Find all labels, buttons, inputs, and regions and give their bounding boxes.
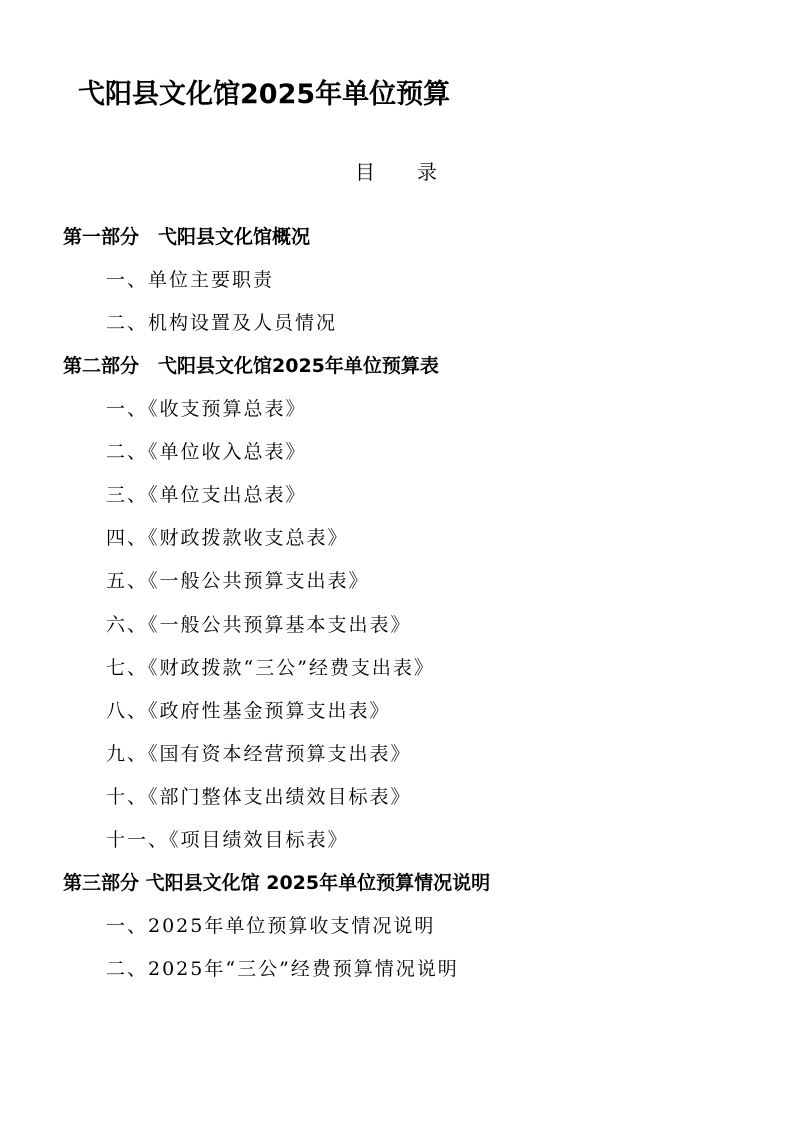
toc-item: 二、2025年“三公”经费预算情况说明	[106, 958, 459, 980]
toc-item: 三、《单位支出总表》	[106, 484, 307, 506]
toc-item: 一、单位主要职责	[106, 269, 275, 291]
toc-item: 八、《政府性基金预算支出表》	[106, 700, 391, 722]
document-title: 弋阳县文化馆2025年单位预算	[78, 79, 451, 110]
toc-item: 六、《一般公共预算基本支出表》	[106, 614, 412, 636]
toc-part-2: 第二部分 弋阳县文化馆2025年单位预算表	[63, 355, 439, 377]
toc-item: 七、《财政拨款“三公”经费支出表》	[106, 657, 435, 679]
toc-heading: 目录	[355, 160, 479, 184]
toc-item: 五、《一般公共预算支出表》	[106, 570, 370, 592]
toc-item: 十、《部门整体支出绩效目标表》	[106, 786, 412, 808]
toc-item: 二、机构设置及人员情况	[106, 312, 338, 334]
toc-part-1: 第一部分 弋阳县文化馆概况	[63, 226, 311, 248]
toc-item: 九、《国有资本经营预算支出表》	[106, 743, 412, 765]
toc-part-3: 第三部分 弋阳县文化馆 2025年单位预算情况说明	[63, 872, 491, 894]
toc-item: 一、2025年单位预算收支情况说明	[106, 915, 436, 937]
toc-item: 一、《收支预算总表》	[106, 398, 307, 420]
toc-item: 十一、《项目绩效目标表》	[106, 829, 349, 851]
toc-item: 二、《单位收入总表》	[106, 441, 307, 463]
toc-item: 四、《财政拨款收支总表》	[106, 527, 349, 549]
